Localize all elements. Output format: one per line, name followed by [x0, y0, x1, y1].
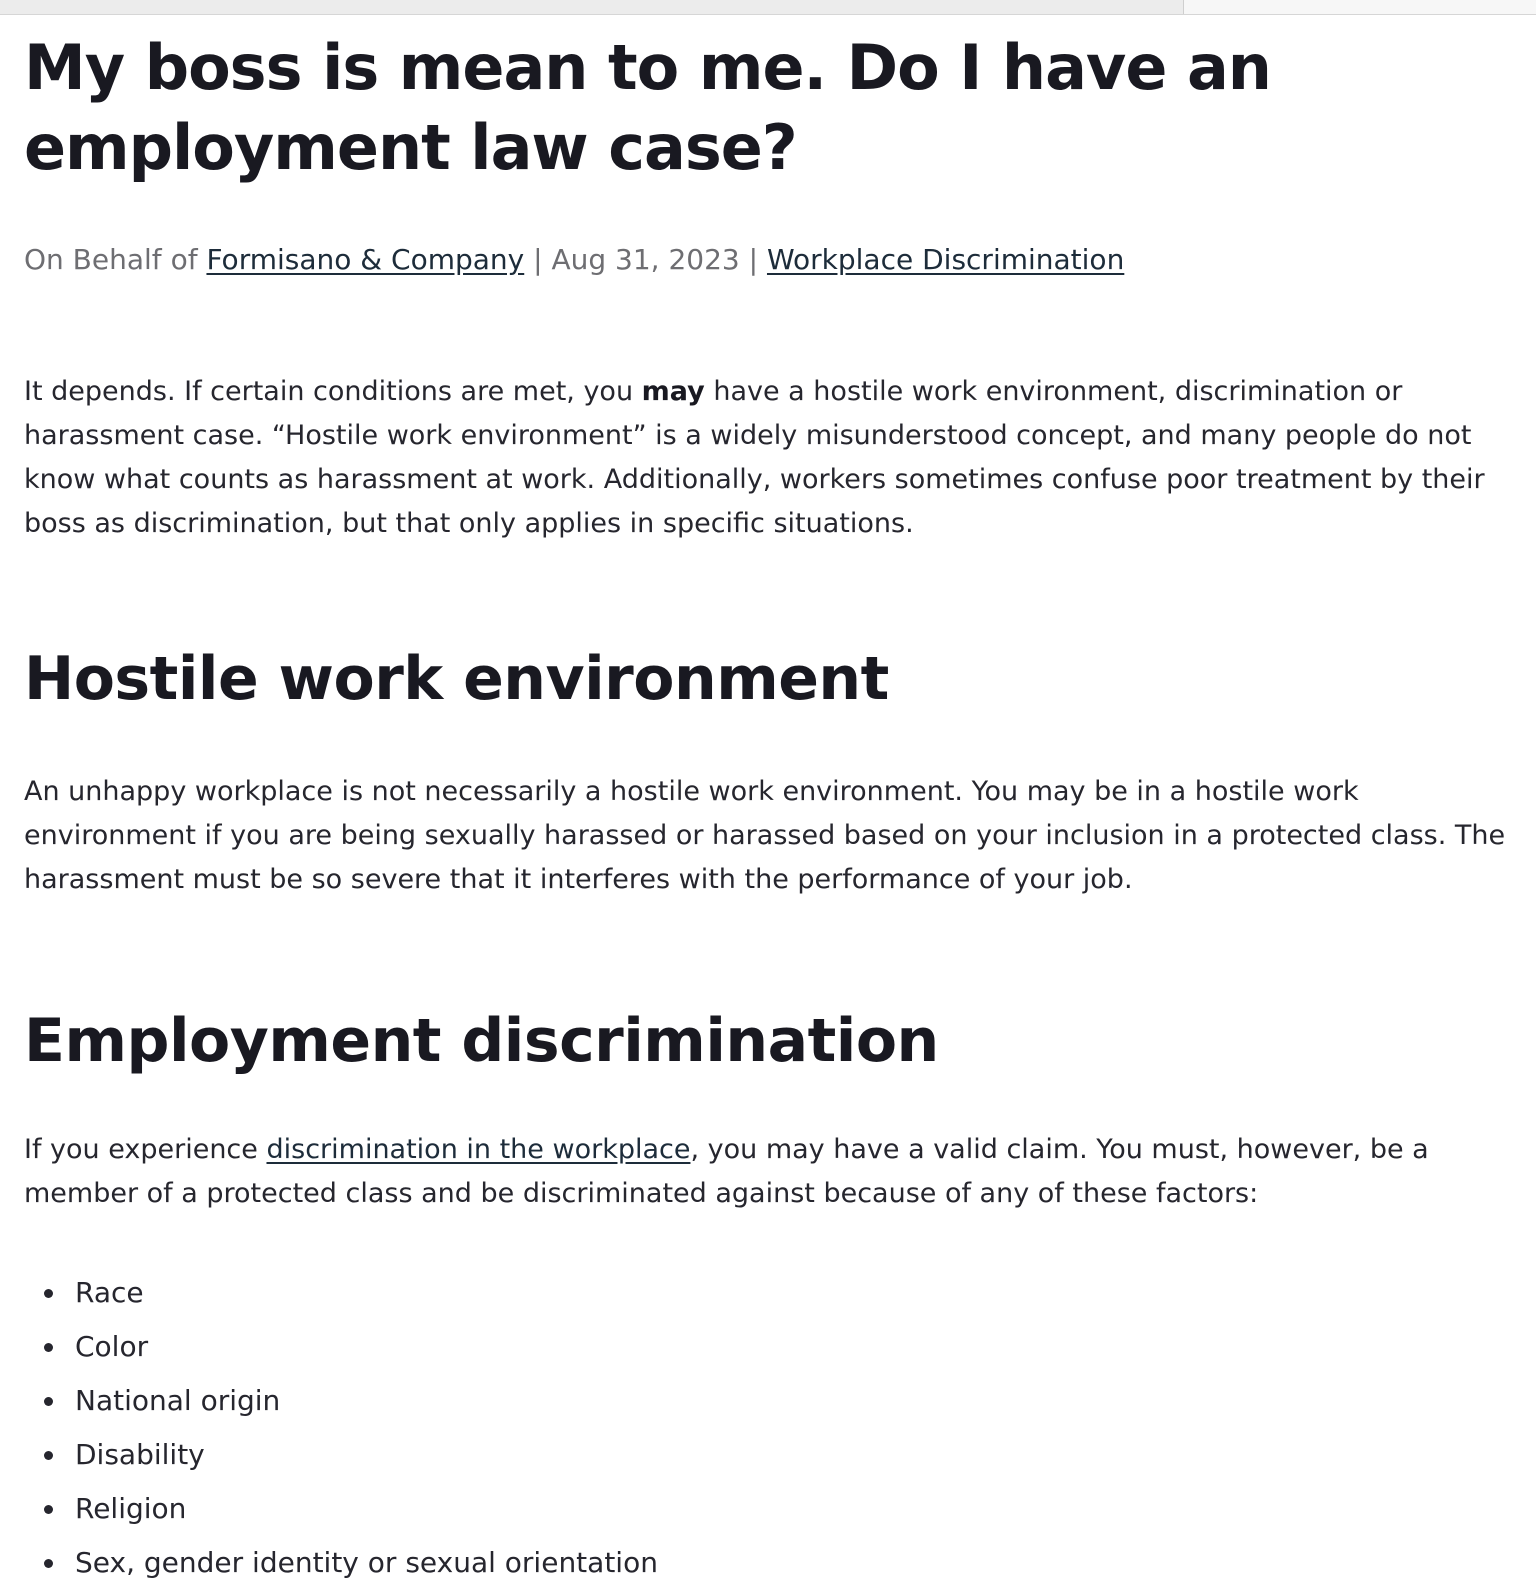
meta-separator: | — [739, 243, 767, 276]
list-item-label: Color — [75, 1330, 149, 1363]
section-body-employment-discrimination — [24, 1128, 1524, 1216]
list-item — [75, 1482, 1524, 1536]
list-item — [75, 1536, 1524, 1590]
section-heading-employment-discrimination: Employment discrimination — [24, 1006, 939, 1076]
discrimination-text-after: , you may have a valid claim. You must, however, be a member of a protected class and be discriminated against because of any of these factors: — [24, 1134, 1429, 1209]
post-meta — [24, 240, 1524, 280]
bullet-icon — [44, 1559, 53, 1568]
discrimination-text-before: If you experience — [24, 1134, 267, 1165]
list-item — [75, 1374, 1524, 1428]
list-item-label: Sex, gender identity or sexual orientation — [75, 1546, 658, 1579]
list-item-label: Race — [75, 1276, 144, 1309]
bullet-icon — [44, 1505, 53, 1514]
bullet-icon — [44, 1343, 53, 1352]
strip-right-panel — [1184, 0, 1536, 14]
list-item-label: Disability — [75, 1438, 205, 1471]
browser-top-strip — [0, 0, 1536, 15]
list-item — [75, 1266, 1524, 1320]
intro-emphasis: may — [641, 376, 705, 407]
category-link[interactable]: Workplace Discrimination — [766, 243, 1125, 276]
list-item-label: National origin — [75, 1384, 281, 1417]
section-heading-hostile-work-environment: Hostile work environment — [24, 644, 889, 714]
intro-text-before: It depends. If certain conditions are met, you — [24, 376, 642, 407]
post-date: Aug 31, 2023 — [551, 243, 740, 276]
intro-text-after: have a hostile work environment, discrimination or harassment case. “Hostile work environment” is a widely misunderstood concept, and many people do not know what counts as harassment at work. Additionally, workers sometimes confuse poor treatment by their boss as discrimination, but that only applies in specific situations. — [24, 376, 1485, 539]
protected-factors-list — [24, 1266, 1524, 1590]
article — [24, 28, 1524, 1590]
author-link[interactable]: Formisano & Company — [206, 243, 525, 276]
list-item — [75, 1320, 1524, 1374]
discrimination-in-workplace-link[interactable]: discrimination in the workplace — [266, 1134, 691, 1165]
meta-separator: | — [524, 243, 552, 276]
section-body-hostile-work-environment: An unhappy workplace is not necessarily a hostile work environment. You may be in a hostile work environment if you are being sexually harassed or harassed based on your inclusion in a protected class. The harassment must be so severe that it interferes with the performance of your job. — [24, 776, 1506, 895]
meta-prefix: On Behalf of — [24, 243, 207, 276]
page-title: My boss is mean to me. Do I have an employment law case? — [24, 31, 1271, 184]
bullet-icon — [44, 1397, 53, 1406]
bullet-icon — [44, 1289, 53, 1298]
intro-paragraph — [24, 370, 1524, 546]
bullet-icon — [44, 1451, 53, 1460]
list-item-label: Religion — [75, 1492, 187, 1525]
list-item — [75, 1428, 1524, 1482]
